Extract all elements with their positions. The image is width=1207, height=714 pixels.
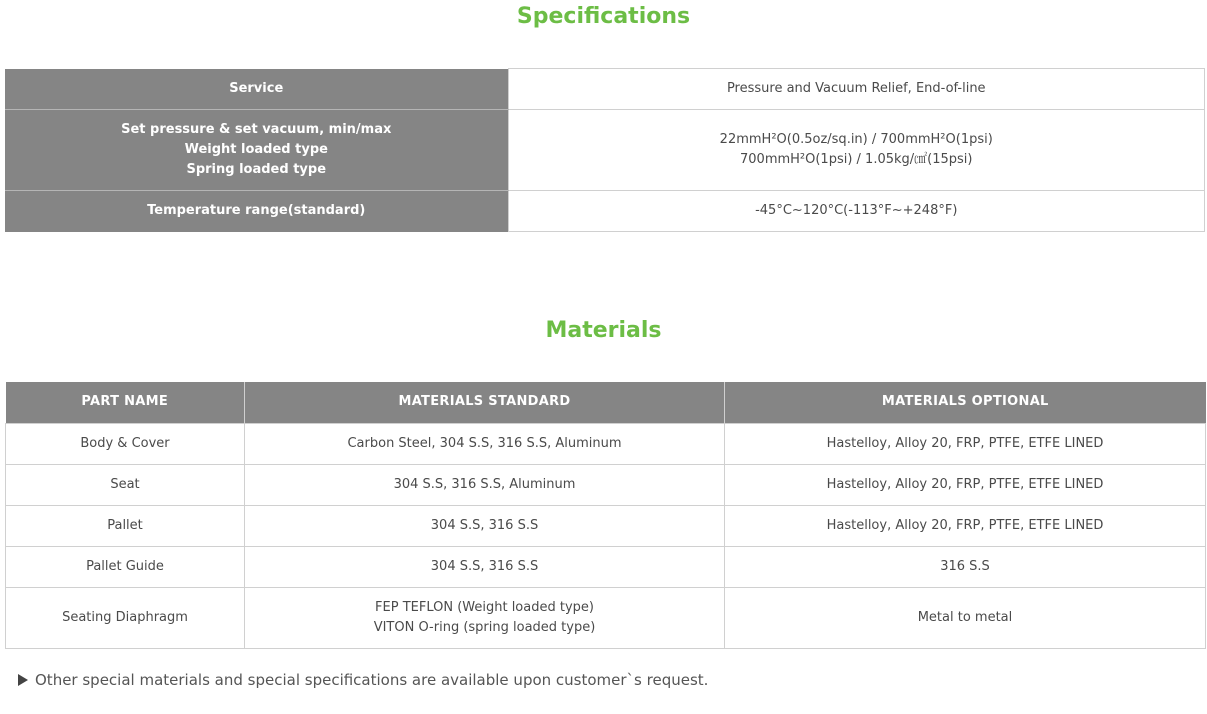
specifications-title: Specifications — [516, 4, 691, 29]
optional-cell: Hastelloy, Alloy 20, FRP, PTFE, ETFE LINED — [725, 464, 1206, 505]
spec-row-service — [5, 69, 1205, 110]
spec-value-temperature — [508, 191, 1205, 232]
spec-value-set-pressure — [508, 110, 1205, 191]
triangle-bullet-icon — [18, 674, 28, 686]
spec-label-line: Set pressure & set vacuum, min/max — [121, 122, 392, 137]
materials-table — [5, 382, 1206, 649]
spec-value-line: 700mmH²O(1psi) / 1.05kg/㎠(15psi) — [740, 152, 973, 167]
spec-value-line: Pressure and Vacuum Relief, End-of-line — [726, 81, 986, 96]
header-part-name: PART NAME — [6, 382, 245, 423]
table-row — [6, 587, 1206, 648]
optional-cell: Hastelloy, Alloy 20, FRP, PTFE, ETFE LINED — [725, 505, 1206, 546]
standard-cell — [245, 505, 725, 546]
part-name-cell: Seating Diaphragm — [6, 587, 245, 648]
availability-note — [18, 671, 708, 689]
spec-label-line: Temperature range(standard) — [147, 203, 366, 219]
optional-cell: 316 S.S — [725, 546, 1206, 587]
optional-cell: Hastelloy, Alloy 20, FRP, PTFE, ETFE LINED — [725, 423, 1206, 464]
spec-label-set-pressure — [5, 110, 508, 191]
spec-row-temperature — [5, 191, 1205, 232]
spec-label-temperature — [5, 191, 508, 232]
standard-cell — [245, 546, 725, 587]
standard-line: 304 S.S, 316 S.S — [430, 558, 539, 574]
part-name-cell: Pallet Guide — [6, 546, 245, 587]
table-row — [6, 464, 1206, 505]
table-row — [6, 546, 1206, 587]
materials-title: Materials — [545, 318, 662, 343]
specifications-table — [5, 68, 1205, 232]
standard-cell — [245, 464, 725, 505]
spec-row-set-pressure — [5, 110, 1205, 191]
part-name-cell: Body & Cover — [6, 423, 245, 464]
header-materials-optional: MATERIALS OPTIONAL — [725, 382, 1206, 423]
spec-label-service — [5, 69, 508, 110]
table-row — [6, 423, 1206, 464]
header-materials-standard: MATERIALS STANDARD — [245, 382, 725, 423]
standard-line: VITON O-ring (spring loaded type) — [373, 619, 596, 635]
part-name-cell: Pallet — [6, 505, 245, 546]
note-text: Other special materials and special specifications are available upon customer`s request. — [35, 671, 709, 689]
spec-value-line: -45°C~120°C(-113°F~+248°F) — [755, 203, 958, 218]
part-name-cell: Seat — [6, 464, 245, 505]
standard-line: FEP TEFLON (Weight loaded type) — [375, 599, 594, 615]
optional-cell: Metal to metal — [725, 587, 1206, 648]
spec-label-line: Spring loaded type — [186, 162, 327, 177]
table-row — [6, 505, 1206, 546]
standard-cell — [245, 423, 725, 464]
materials-header-row — [6, 382, 1206, 423]
spec-label-line: Weight loaded type — [184, 142, 328, 157]
spec-label-line: Service — [229, 80, 284, 96]
standard-line: 304 S.S, 316 S.S — [430, 517, 539, 533]
standard-line: Carbon Steel, 304 S.S, 316 S.S, Aluminum — [347, 435, 622, 451]
standard-cell — [245, 587, 725, 648]
spec-value-line: 22mmH²O(0.5oz/sq.in) / 700mmH²O(1psi) — [719, 132, 993, 147]
spec-value-service — [508, 69, 1205, 110]
standard-line: 304 S.S, 316 S.S, Aluminum — [393, 476, 576, 492]
